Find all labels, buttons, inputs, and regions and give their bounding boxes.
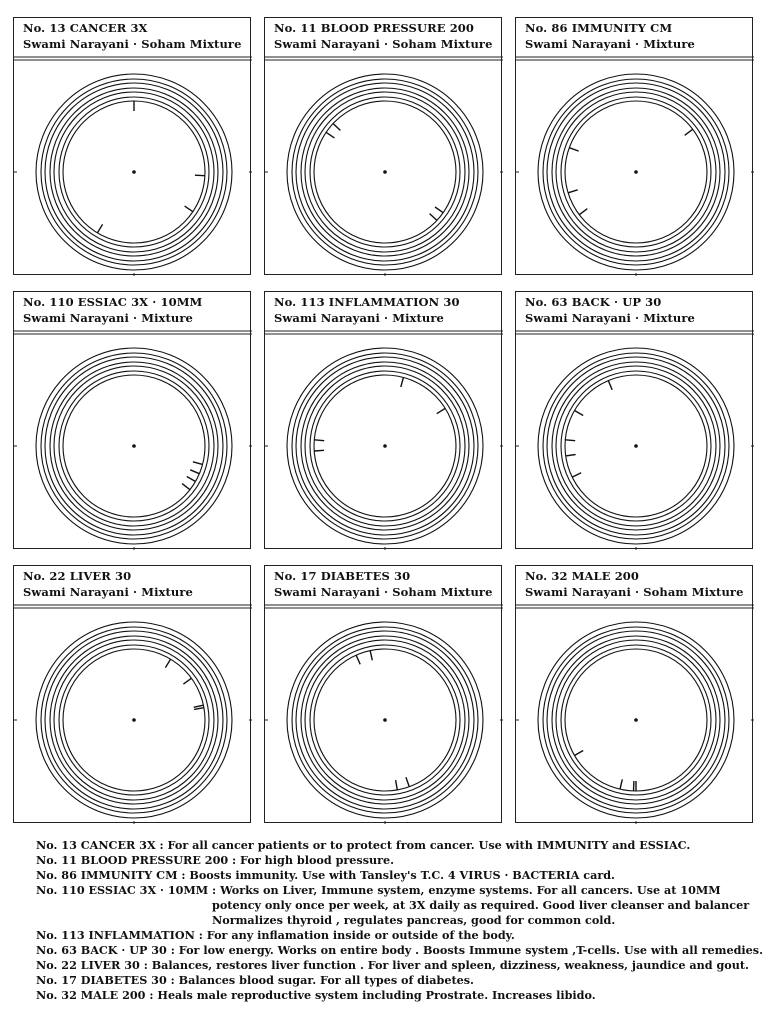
legend-line: No. 13 CANCER 3X : For all cancer patients or to protect from cancer. Use with IMMUNITY and ESSIAC. [36, 838, 691, 852]
center-dot [634, 718, 638, 722]
center-dot [634, 170, 638, 174]
rate-mark [568, 190, 578, 193]
rate-mark [437, 408, 446, 413]
remedy-dial [14, 566, 252, 824]
remedy-title: No. 86 IMMUNITY CM [525, 21, 673, 35]
rate-mark [97, 224, 102, 233]
remedy-legend [36, 838, 763, 1003]
rate-mark [608, 381, 612, 390]
legend-line: No. 32 MALE 200 : Heals male reproductive system including Prostrate. Increases libido. [36, 988, 596, 1002]
rate-mark [356, 655, 360, 664]
center-dot [132, 444, 136, 448]
rate-mark [314, 440, 324, 441]
center-dot [383, 718, 387, 722]
remedy-title: No. 63 BACK · UP 30 [525, 295, 662, 309]
remedy-title: No. 11 BLOOD PRESSURE 200 [274, 21, 474, 35]
rate-mark [195, 175, 205, 176]
legend-line: No. 63 BACK · UP 30 : For low energy. Works on entire body . Boosts Immune system ,T-cells. Use with all remedies. [36, 943, 763, 957]
remedy-card [515, 17, 753, 275]
remedy-card [264, 565, 502, 823]
remedy-subtitle: Swami Narayani · Soham Mixture [274, 37, 493, 51]
rate-mark [396, 780, 398, 790]
rate-mark [565, 440, 575, 441]
remedy-subtitle: Swami Narayani · Mixture [525, 37, 695, 51]
remedy-dial [265, 292, 503, 550]
rate-mark [575, 411, 584, 416]
center-dot [634, 444, 638, 448]
rate-mark [194, 708, 204, 710]
rate-mark [193, 462, 203, 465]
rate-mark [333, 124, 340, 131]
remedy-card [264, 291, 502, 549]
rate-mark [430, 214, 437, 221]
rate-mark [185, 206, 193, 212]
rate-mark [401, 377, 404, 387]
rate-mark [183, 678, 191, 684]
center-dot [132, 170, 136, 174]
center-dot [383, 444, 387, 448]
remedy-subtitle: Swami Narayani · Mixture [23, 585, 193, 599]
remedy-card [13, 17, 251, 275]
remedy-title: No. 113 INFLAMMATION 30 [274, 295, 460, 309]
remedy-subtitle: Swami Narayani · Soham Mixture [525, 585, 744, 599]
rate-mark [406, 777, 409, 786]
remedy-subtitle: Swami Narayani · Soham Mixture [274, 585, 493, 599]
rate-mark [314, 450, 324, 451]
remedy-title: No. 32 MALE 200 [525, 569, 640, 583]
remedy-title: No. 13 CANCER 3X [23, 21, 148, 35]
remedy-subtitle: Swami Narayani · Mixture [274, 311, 444, 325]
rate-mark [194, 705, 204, 707]
remedy-card [264, 17, 502, 275]
rate-mark [569, 148, 578, 151]
rate-mark [326, 132, 334, 138]
center-dot [132, 718, 136, 722]
remedy-dial [265, 18, 503, 276]
rate-mark [182, 484, 190, 490]
legend-line: No. 110 ESSIAC 3X · 10MM : Works on Liver, Immune system, enzyme systems. For all cancers. Use at 10MM [36, 883, 721, 897]
remedy-dial [516, 18, 754, 276]
remedy-dial [14, 18, 252, 276]
rate-mark [685, 129, 693, 135]
remedy-card [13, 565, 251, 823]
remedy-title: No. 17 DIABETES 30 [274, 569, 411, 583]
rate-mark [579, 209, 587, 215]
remedy-subtitle: Swami Narayani · Mixture [525, 311, 695, 325]
remedy-dial [516, 566, 754, 824]
rate-mark [187, 477, 196, 482]
remedy-title: No. 110 ESSIAC 3X · 10MM [23, 295, 203, 309]
remedy-subtitle: Swami Narayani · Soham Mixture [23, 37, 242, 51]
remedy-dial [14, 292, 252, 550]
rate-mark [435, 207, 443, 213]
legend-line: No. 11 BLOOD PRESSURE 200 : For high blood pressure. [36, 853, 395, 867]
legend-line: potency only once per week, at 3X daily as required. Good liver cleanser and balancer [212, 898, 750, 912]
legend-line: Normalizes thyroid , regulates pancreas, good for common cold. [212, 913, 616, 927]
legend-line: No. 86 IMMUNITY CM : Boosts immunity. Use with Tansley's T.C. 4 VIRUS · BACTERIA card. [36, 868, 615, 882]
remedy-card [515, 565, 753, 823]
legend-line: No. 113 INFLAMMATION : For any inflamation inside or outside of the body. [36, 928, 515, 942]
remedy-card [515, 291, 753, 549]
remedy-card [13, 291, 251, 549]
rate-mark [370, 651, 372, 661]
remedy-dial [265, 566, 503, 824]
rate-mark [620, 779, 622, 789]
remedy-subtitle: Swami Narayani · Mixture [23, 311, 193, 325]
remedy-title: No. 22 LIVER 30 [23, 569, 132, 583]
rate-mark [575, 751, 584, 756]
rate-mark [165, 659, 170, 668]
remedy-dial [516, 292, 754, 550]
legend-line: No. 17 DIABETES 30 : Balances blood sugar. For all types of diabetes. [36, 973, 474, 987]
legend-line: No. 22 LIVER 30 : Balances, restores liver function . For liver and spleen, dizziness, weakness, jaundice and gout. [36, 958, 749, 972]
rate-mark [190, 470, 199, 474]
rate-mark [572, 473, 581, 477]
rate-mark [566, 455, 576, 456]
center-dot [383, 170, 387, 174]
